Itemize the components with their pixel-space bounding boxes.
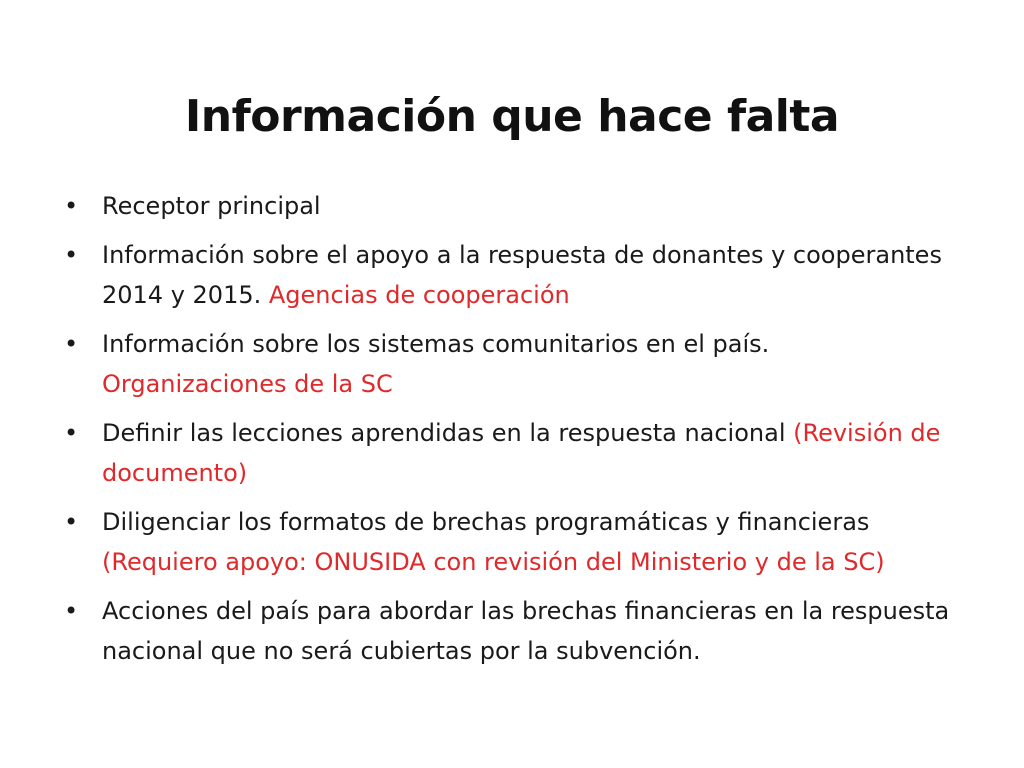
bullet-highlight: (Requiero apoyo: ONUSIDA con revisión del Ministerio y de la SC) — [102, 548, 885, 576]
bullet-icon: • — [64, 597, 79, 625]
bullet-text: Receptor principal — [102, 192, 321, 220]
bullet-text: Información sobre los sistemas comunitarios en el país. — [102, 330, 770, 358]
bullet-icon: • — [64, 508, 79, 536]
bullet-item-brechas-formatos — [60, 502, 950, 582]
bullet-text: Definir las lecciones aprendidas en la respuesta nacional — [102, 419, 794, 447]
bullet-highlight: (Revisión de documento) — [102, 419, 941, 487]
bullet-item-receptor — [60, 186, 950, 226]
bullet-icon: • — [64, 192, 79, 220]
bullet-highlight: Agencias de cooperación — [268, 281, 570, 309]
bullet-item-acciones — [60, 591, 950, 671]
bullet-icon: • — [64, 419, 79, 447]
bullet-item-sistemas-comunitarios — [60, 324, 950, 404]
slide-title: Información que hace falta — [184, 91, 840, 143]
bullet-highlight: Organizaciones de la SC — [102, 370, 393, 398]
bullet-icon: • — [64, 330, 79, 358]
bullet-list — [60, 186, 950, 680]
bullet-item-donantes — [60, 235, 950, 315]
bullet-item-lecciones — [60, 413, 950, 493]
bullet-text: Diligenciar los formatos de brechas programáticas y financieras — [102, 508, 870, 536]
bullet-text: Información sobre el apoyo a la respuesta de donantes y cooperantes 2014 y 2015. — [102, 241, 942, 309]
bullet-icon: • — [64, 241, 79, 269]
bullet-text: Acciones del país para abordar las brechas financieras en la respuesta nacional que no será cubiertas por la subvención. — [102, 597, 950, 665]
